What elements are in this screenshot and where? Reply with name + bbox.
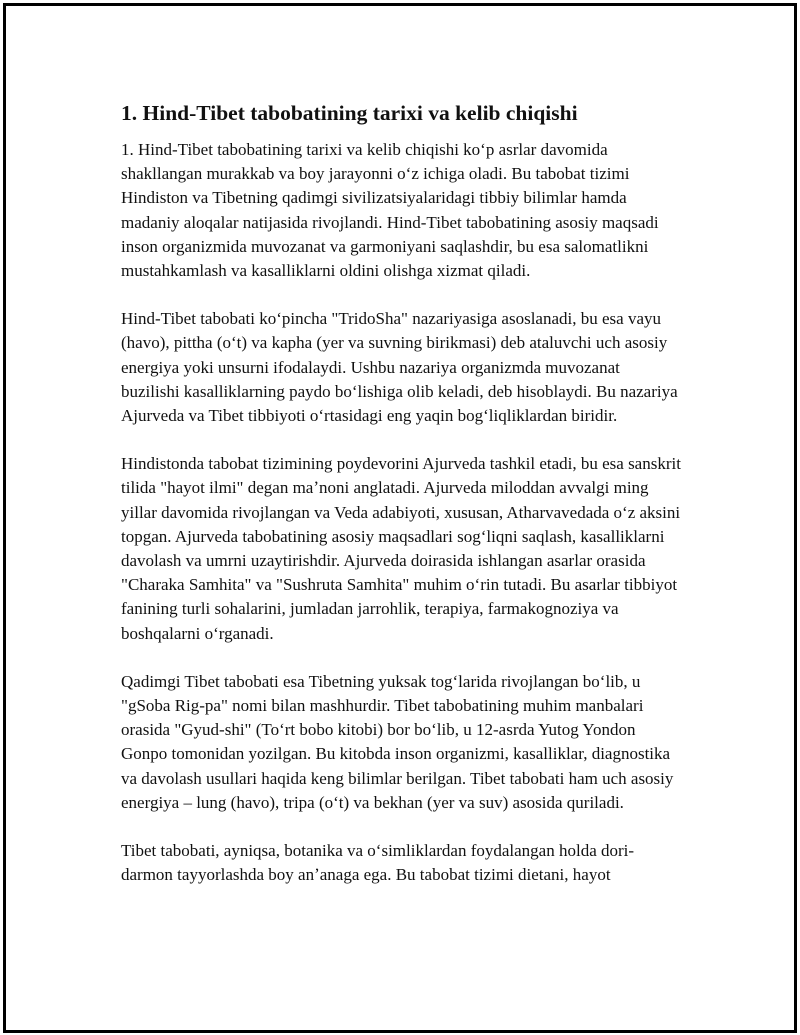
document-body (121, 99, 681, 911)
page-frame (3, 3, 797, 1033)
paragraph-4: Qadimgi Tibet tabobati esa Tibetning yuksak togʻlarida rivojlangan boʻlib, u "gSoba Rig-pa" nomi bilan mashhurdir. Tibet tabobatining muhim manbalari orasida "Gyud-shi" (Toʻrt bobo kitobi) bor boʻlib, u 12-asrda Yutog Yondon Gonpo tomonidan yozilgan. Bu kitobda inson organizmi, kasalliklar, diagnostika va davolash usullari haqida keng bilimlar berilgan. Tibet tabobati ham uch asosiy energiya – lung (havo), tripa (oʻt) va bekhan (yer va suv) asosida quriladi. (121, 671, 674, 812)
paragraph-1: 1. Hind-Tibet tabobatining tarixi va kelib chiqishi koʻp asrlar davomida shakllangan murakkab va boy jarayonni oʻz ichiga oladi. Bu tabobat tizimi Hindiston va Tibetning qadimgi sivilizatsiyalaridagi tibbiy bilimlar hamda madaniy aloqalar natijasida rivojlandi. Hind-Tibet tabobatining asosiy maqsadi inson organizmida muvozanat va garmoniyani saqlashdir, bu esa salomatlikni mustahkamlash va kasalliklarni oldini olishga xizmat qiladi. (121, 140, 659, 281)
paragraph-5: Tibet tabobati, ayniqsa, botanika va oʻsimliklardan foydalangan holda dori-darmon tayyorlashda boy anʼanaga ega. Bu tabobat tizimi dietani, hayot (121, 841, 635, 885)
paragraph-2: Hind-Tibet tabobati koʻpincha "TridoSha" nazariyasiga asoslanadi, bu esa vayu (havo), pittha (oʻt) va kapha (yer va suvning birikmasi) deb ataluvchi uch asosiy energiya yoki unsurni ifodalaydi. Ushbu nazariya organizmda muvozanat buzilishi kasalliklarning paydo boʻlishiga olib keladi, deb hisoblaydi. Bu nazariya Ajurveda va Tibet tibbiyoti oʻrtasidagi eng yaqin bogʻliqliklardan biridir. (121, 309, 678, 426)
paragraph-3: Hindistonda tabobat tizimining poydevorini Ajurveda tashkil etadi, bu esa sanskrit tilida "hayot ilmi" degan maʼnoni anglatadi. Ajurveda miloddan avvalgi ming yillar davomida rivojlangan va Veda adabiyoti, xususan, Atharvavedada oʻz aksini topgan. Ajurveda tabobatining asosiy maqsadlari sogʻliqni saqlash, kasalliklarni davolash va umrni uzaytirishdir. Ajurveda doirasida ishlangan asarlar orasida "Charaka Samhita" va "Sushruta Samhita" muhim oʻrin tutadi. Bu asarlar tibbiyot fanining turli sohalarini, jumladan jarrohlik, terapiya, farmakognoziya va boshqalarni oʻrganadi. (121, 454, 681, 643)
document-heading: 1. Hind-Tibet tabobatining tarixi va kelib chiqishi (121, 101, 578, 125)
